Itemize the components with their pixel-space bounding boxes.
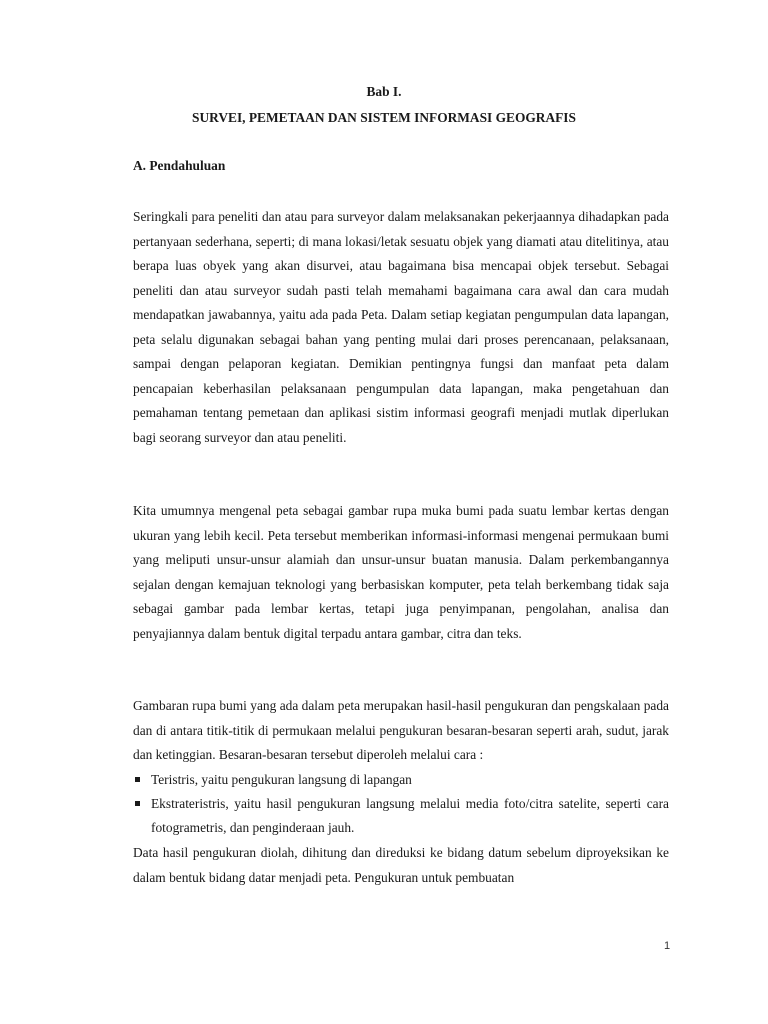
paragraph-introduction: Seringkali para peneliti dan atau para surveyor dalam melaksanakan pekerjaannya dihadapkan pada pertanyaan sederhana, seperti; di mana lokasi/letak sesuatu objek yang diamati atau ditelitinya, atau berapa luas obyek yang akan disurvei, atau bagaimana bisa mencapai objek tersebut. Sebagai peneliti dan atau surveyor sudah pasti telah memahami bagaimana cara awal dan cara mudah mendapatkan jawabannya, yaitu ada pada Peta. Dalam setiap kegiatan pengumpulan data lapangan, peta selalu digunakan sebagai bahan yang penting mulai dari proses perencanaan, pelaksanaan, sampai dengan pelaporan kegiatan. Demikian pentingnya fungsi dan manfaat peta dalam pencapaian keberhasilan pelaksanaan pengumpulan data lapangan, maka pengetahuan dan pemahaman tentang pemetaan dan aplikasi sistim informasi geografi menjadi mutlak diperlukan bagi seorang surveyor dan atau peneliti. [133,209,669,445]
page-number: 1 [664,940,671,952]
list-item-ekstrateristris: Ekstrateristris, yaitu hasil pengukuran langsung melalui media foto/citra satelite, seperti cara fotogrametris, dan penginderaan jauh. [133,792,669,840]
paragraph-data-processing: Data hasil pengukuran diolah, dihitung dan direduksi ke bidang datum sebelum diproyeksikan ke dalam bentuk bidang datar menjadi peta. Pengukuran untuk pembuatan [133,845,669,885]
paragraph-measurement: Gambaran rupa bumi yang ada dalam peta merupakan hasil-hasil pengukuran dan pengskalaan pada dan di antara titik-titik di permukaan melalui pengukuran besaran-besaran seperti arah, sudut, jarak dan ketinggian. Besaran-besaran tersebut diperoleh melalui cara : [133,698,669,762]
measurement-method-list [133,768,669,840]
list-item-teristris: Teristris, yaitu pengukuran langsung di lapangan [133,768,669,792]
section-heading: A. Pendahuluan [133,158,226,173]
chapter-label: Bab I. [366,84,402,99]
paragraph-map-definition: Kita umumnya mengenal peta sebagai gambar rupa muka bumi pada suatu lembar kertas dengan ukuran yang lebih kecil. Peta tersebut memberikan informasi-informasi mengenai permukaan bumi yang meliputi unsur-unsur alamiah dan unsur-unsur buatan manusia. Dalam perkembangannya sejalan dengan kemajuan teknologi yang berbasiskan komputer, peta telah berkembang tidak saja sebagai gambar pada lembar kertas, tetapi juga penyimpanan, pengolahan, analisa dan penyajiannya dalam bentuk digital terpadu antara gambar, citra dan teks. [133,503,669,641]
chapter-title: SURVEI, PEMETAAN DAN SISTEM INFORMASI GEOGRAFIS [192,110,576,125]
